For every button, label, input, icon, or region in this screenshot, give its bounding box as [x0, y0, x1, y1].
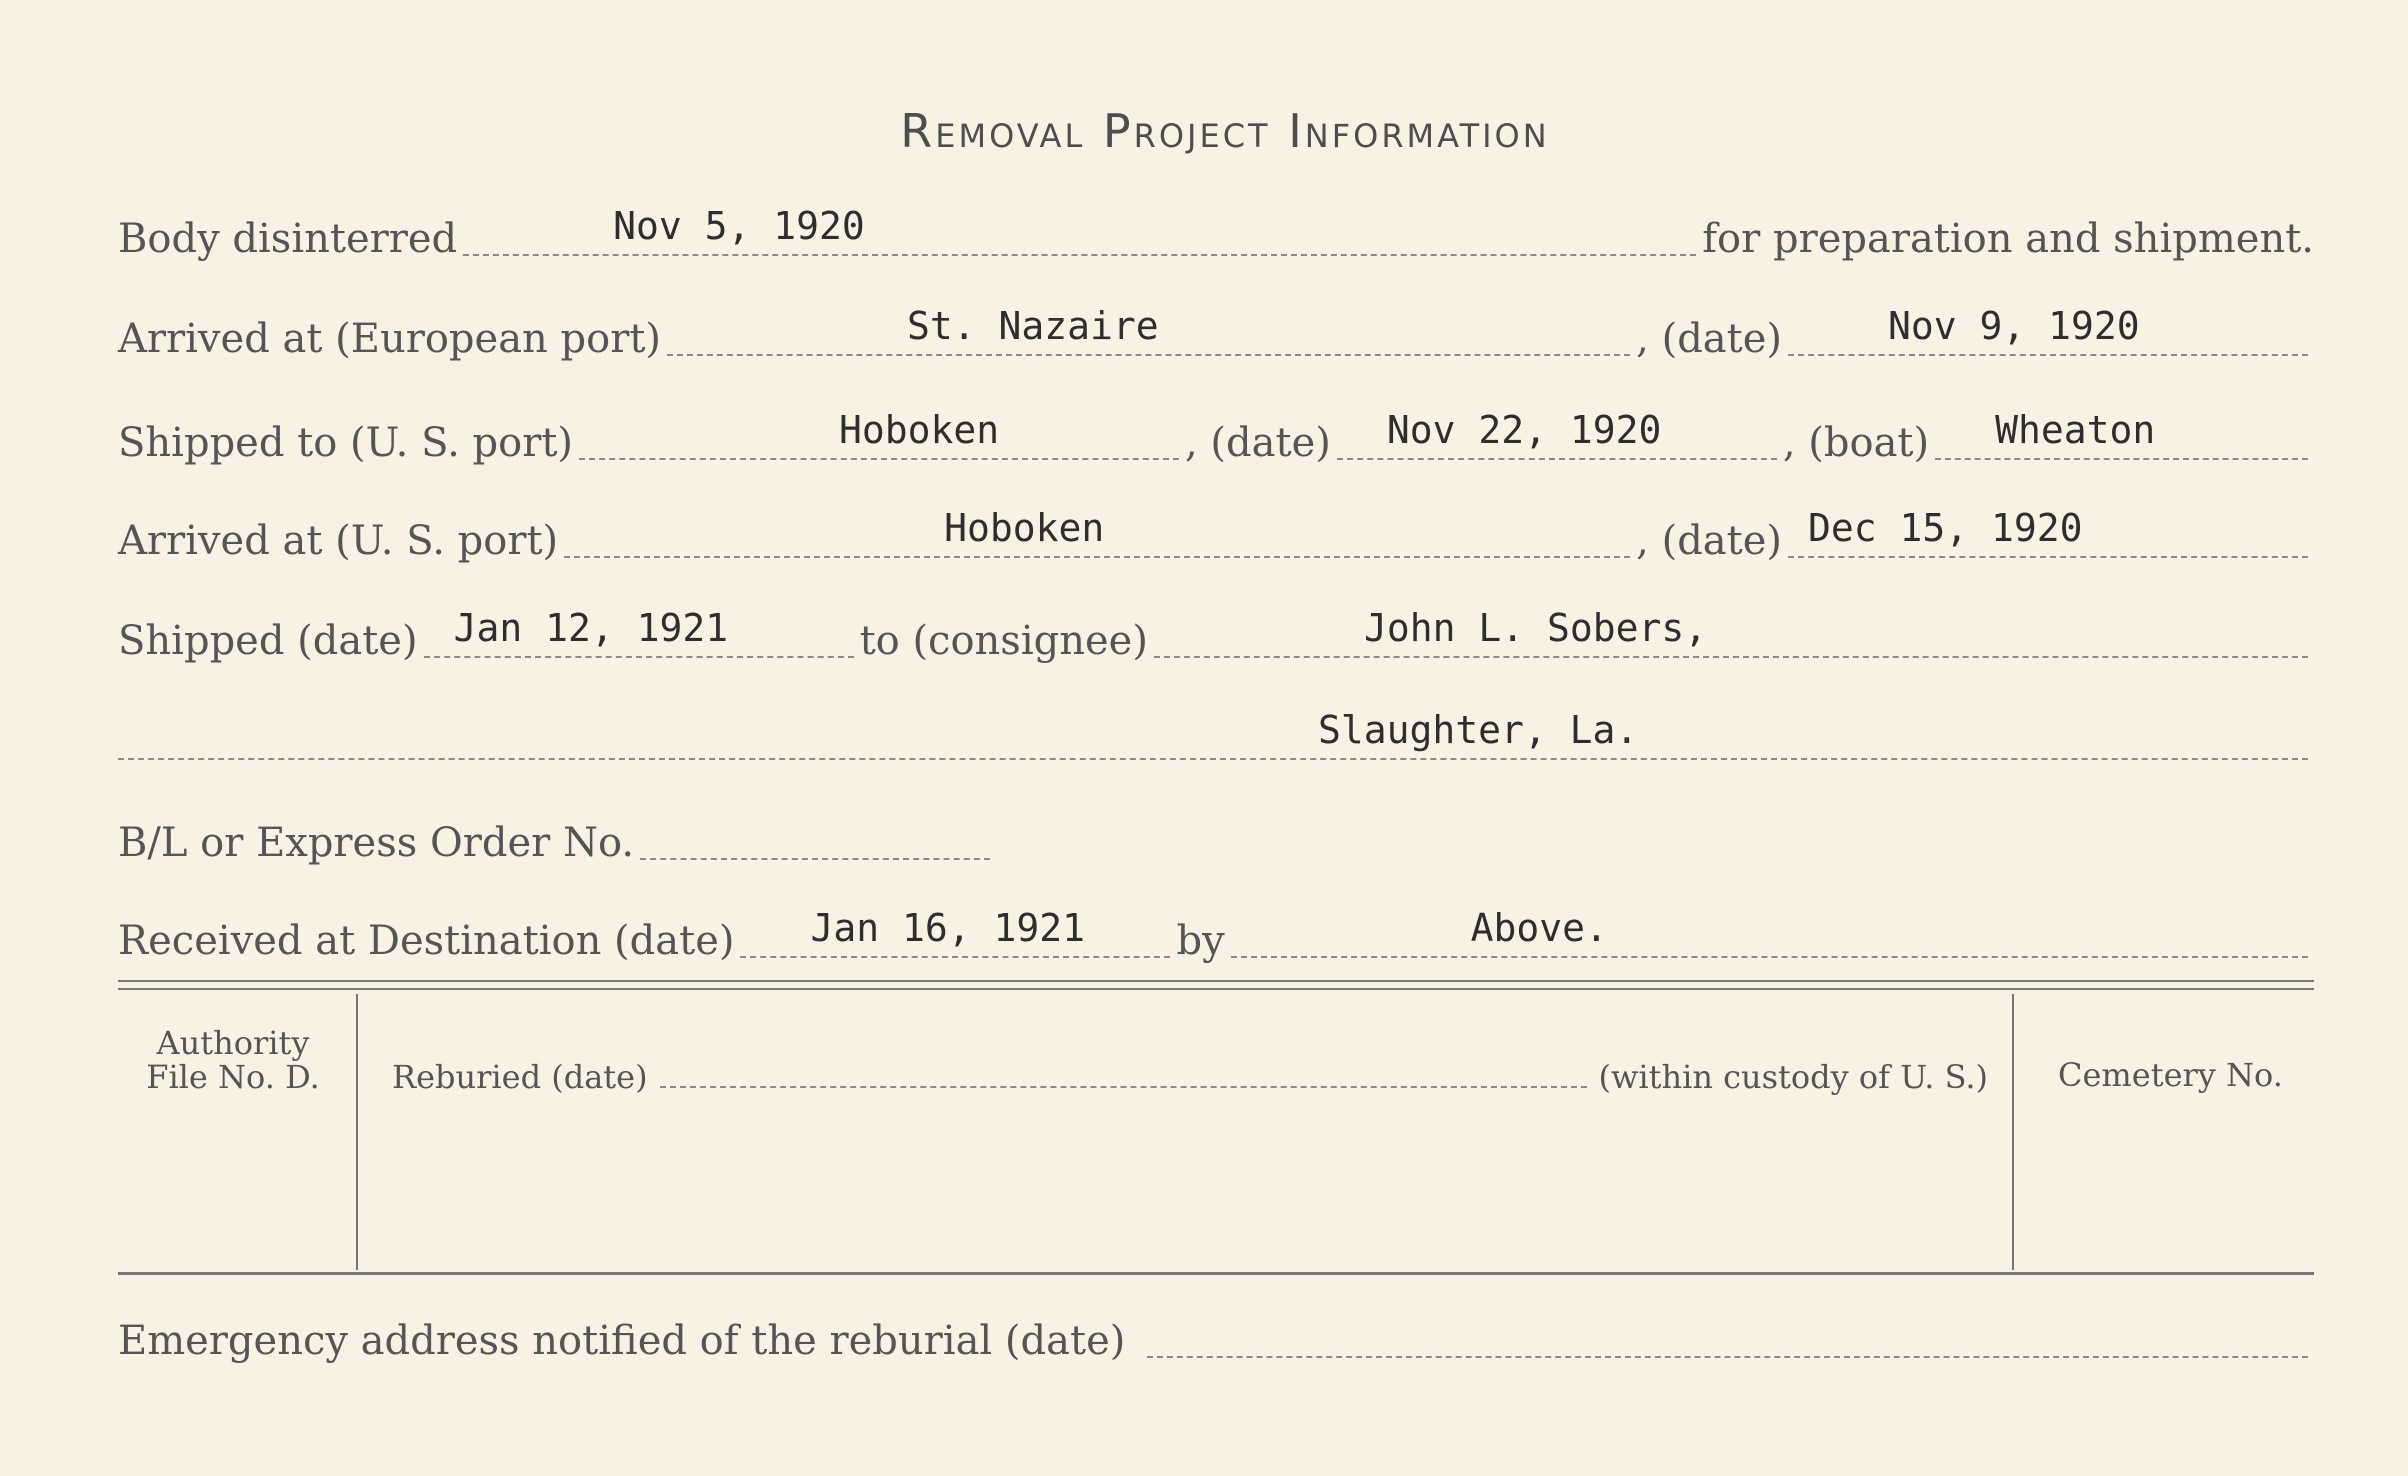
- received-by-label: by: [1176, 918, 1225, 964]
- reburied-row: [392, 1056, 1988, 1096]
- shipped-date-label: Shipped (date): [118, 618, 418, 664]
- arrived-us-label: Arrived at (U. S. port): [118, 518, 559, 564]
- authority-label: Authority: [156, 1024, 310, 1062]
- shipped-date-field[interactable]: [424, 596, 854, 658]
- disinterred-label: Body disinterred: [118, 216, 458, 262]
- arrived-europe-date-value: Nov 9, 1920: [1888, 304, 2140, 348]
- disinterred-value: Nov 5, 1920: [613, 204, 865, 248]
- shipped-us-date-field[interactable]: [1337, 398, 1777, 460]
- custody-label: (within custody of U. S.): [1598, 1058, 1988, 1096]
- row-arrived-us: [118, 506, 2314, 570]
- row-shipped-consignee: [118, 606, 2314, 670]
- arrived-us-date-field[interactable]: [1788, 496, 2308, 558]
- shipped-us-boat-value: Wheaton: [1995, 408, 2156, 452]
- consignee-address-field[interactable]: [118, 698, 2308, 760]
- cemetery-label: Cemetery No.: [2058, 1056, 2283, 1094]
- emergency-date-field[interactable]: [1147, 1296, 2308, 1358]
- shipped-date-value: Jan 12, 1921: [453, 606, 729, 650]
- arrived-europe-date-field[interactable]: [1788, 294, 2308, 356]
- box-bottom-rule: [118, 1272, 2314, 1275]
- shipped-us-port-value: Hoboken: [839, 408, 1000, 452]
- reburied-field[interactable]: [660, 1056, 1587, 1088]
- emergency-label: Emergency address notified of the reburial (date): [118, 1318, 1126, 1364]
- received-date-field[interactable]: [740, 896, 1170, 958]
- page-title: Removal Project Information: [900, 104, 1550, 158]
- row-disinterred: [118, 204, 2314, 268]
- box-top-rule-1: [118, 980, 2314, 982]
- consignee-label: to (consignee): [859, 618, 1148, 664]
- shipped-us-date-label: , (date): [1185, 420, 1331, 466]
- arrived-us-date-label: , (date): [1636, 518, 1782, 564]
- arrived-us-date-value: Dec 15, 1920: [1808, 506, 2083, 550]
- arrived-us-port-field[interactable]: [564, 496, 1630, 558]
- shipped-us-port-field[interactable]: [579, 398, 1179, 460]
- consignee-value: John L. Sobers,: [1363, 606, 1708, 650]
- arrived-europe-port-value: St. Nazaire: [907, 304, 1159, 348]
- disinterred-field[interactable]: [463, 194, 1696, 256]
- disinterred-suffix: for preparation and shipment.: [1702, 216, 2314, 262]
- arrived-europe-port-field[interactable]: [667, 294, 1630, 356]
- row-consignee-address: [118, 708, 2314, 772]
- consignee-address-value: Slaughter, La.: [1318, 708, 1639, 752]
- bl-label: B/L or Express Order No.: [118, 820, 635, 866]
- consignee-field[interactable]: [1154, 596, 2308, 658]
- received-by-field[interactable]: [1231, 896, 2308, 958]
- row-emergency: [118, 1310, 2314, 1370]
- row-received: [118, 906, 2314, 970]
- arrived-europe-date-label: , (date): [1636, 316, 1782, 362]
- file-no-label: File No. D.: [146, 1058, 320, 1096]
- arrived-europe-label: Arrived at (European port): [118, 316, 662, 362]
- box-top-rule-2: [118, 988, 2314, 990]
- shipped-us-date-value: Nov 22, 1920: [1386, 408, 1662, 452]
- received-label: Received at Destination (date): [118, 918, 735, 964]
- shipped-us-boat-field[interactable]: [1935, 398, 2308, 460]
- box-divider-right: [2012, 994, 2014, 1270]
- row-arrived-europe: [118, 304, 2314, 368]
- shipped-us-boat-label: , (boat): [1782, 420, 1930, 466]
- received-date-value: Jan 16, 1921: [810, 906, 1086, 950]
- box-divider-left: [356, 994, 358, 1270]
- row-shipped-us: [118, 408, 2314, 472]
- row-bl: [118, 812, 2314, 872]
- arrived-us-port-value: Hoboken: [944, 506, 1105, 550]
- received-by-value: Above.: [1470, 906, 1608, 950]
- authority-block: [118, 1026, 348, 1094]
- shipped-us-label: Shipped to (U. S. port): [118, 420, 573, 466]
- reburied-label: Reburied (date): [392, 1058, 648, 1096]
- bl-field[interactable]: [640, 798, 990, 860]
